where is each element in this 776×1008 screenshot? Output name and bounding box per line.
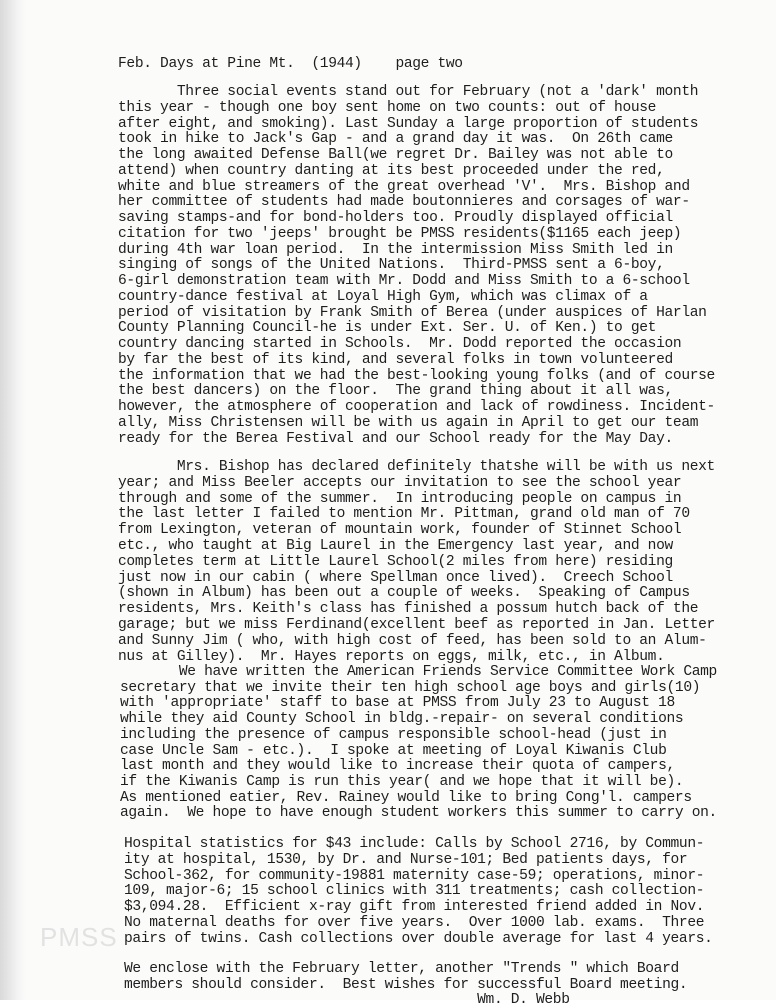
text-line: with 'appropriate' staff to base at PMSS from July 23 to August 18	[120, 695, 675, 711]
text-line: year; and Miss Beeler accepts our invitation to see the school year	[118, 475, 682, 491]
text-line: just now in our cabin ( where Spellman once lived). Creech School	[118, 570, 673, 586]
text-line: residents, Mrs. Keith's class has finished a possum hutch back of the	[118, 601, 699, 617]
text-line: ally, Miss Christensen will be with us again in April to get our team	[118, 415, 699, 431]
text-line: garage; but we miss Ferdinand(excellent beef as reported in Jan. Letter	[118, 617, 715, 633]
text-line: saving stamps-and for bond-holders too. Proudly displayed official	[118, 210, 673, 226]
text-line: from Lexington, veteran of mountain work, founder of Stinnet School	[118, 522, 682, 538]
text-line: the last letter I failed to mention Mr. Pittman, grand old man of 70	[118, 506, 690, 522]
text-line: ready for the Berea Festival and our School ready for the May Day.	[118, 431, 673, 447]
text-line: members should consider. Best wishes for successful Board meeting.	[124, 977, 688, 993]
text-line: and Sunny Jim ( who, with high cost of feed, has been sold to an Alum-	[118, 633, 707, 649]
text-line: including the presence of campus responsible school-head (just in	[120, 727, 667, 743]
text-line: the information that we had the best-looking young folks (and of course	[118, 368, 715, 384]
text-line: No maternal deaths for over five years. Over 1000 lab. exams. Three	[124, 915, 705, 931]
text-line: however, the atmosphere of cooperation and lack of rowdiness. Incident-	[118, 399, 715, 415]
text-line: singing of songs of the United Nations. Third-PMSS sent a 6-boy,	[118, 257, 665, 273]
text-line: citation for two 'jeeps' brought be PMSS residents($1165 each jeep)	[118, 226, 682, 242]
text-line: by far the best of its kind, and several folks in town volunteered	[118, 352, 673, 368]
text-line: if the Kiwanis Camp is run this year( and we hope that it will be).	[120, 774, 684, 790]
text-line: As mentioned eatier, Rev. Rainey would like to bring Cong'l. campers	[120, 790, 692, 806]
text-line: attend) when country danting at its best proceeded under the red,	[118, 163, 665, 179]
text-line: 109, major-6; 15 school clinics with 311 treatments; cash collection-	[124, 883, 705, 899]
text-line: again. We hope to have enough student workers this summer to carry on.	[120, 805, 717, 821]
text-line: took in hike to Jack's Gap - and a grand day it was. On 26th came	[118, 131, 673, 147]
text-line: School-362, for community-19881 maternity case-59; operations, minor-	[124, 868, 705, 884]
text-line: pairs of twins. Cash collections over double average for last 4 years.	[124, 931, 713, 947]
text-line: white and blue streamers of the great overhead 'V'. Mrs. Bishop and	[118, 179, 690, 195]
text-line: this year - though one boy sent home on two counts: out of house	[118, 100, 657, 116]
text-line: ity at hospital, 1530, by Dr. and Nurse-101; Bed patients days, for	[124, 852, 688, 868]
archive-watermark: PMSS	[40, 922, 118, 952]
page-header: Feb. Days at Pine Mt. (1944) page two	[118, 56, 463, 72]
text-line: We have written the American Friends Service Committee Work Camp	[120, 664, 717, 680]
text-line: case Uncle Sam - etc.). I spoke at meeting of Loyal Kiwanis Club	[120, 743, 667, 759]
text-line: country dancing started in Schools. Mr. Dodd reported the occasion	[118, 336, 682, 352]
text-line: period of visitation by Frank Smith of Berea (under auspices of Harlan	[118, 305, 707, 321]
text-line: (shown in Album) has been out a couple of weeks. Speaking of Campus	[118, 585, 690, 601]
text-line: 6-girl demonstration team with Mr. Dodd and Miss Smith to a 6-school	[118, 273, 690, 289]
text-line: during 4th war loan period. In the intermission Miss Smith led in	[118, 242, 673, 258]
text-line: Wm. D. Webb	[124, 992, 570, 1008]
text-line: We enclose with the February letter, another "Trends " which Board	[124, 961, 679, 977]
text-line: completes term at Little Laurel School(2 miles from here) residing	[118, 554, 673, 570]
text-line: $3,094.28. Efficient x-ray gift from interested friend added in Nov.	[124, 899, 705, 915]
text-line: County Planning Council-he is under Ext. Ser. U. of Ken.) to get	[118, 320, 657, 336]
text-line: her committee of students had made boutonnieres and corsages of war-	[118, 194, 690, 210]
text-line: Three social events stand out for February (not a 'dark' month	[118, 84, 699, 100]
text-line: nus at Gilley). Mr. Hayes reports on eggs, milk, etc., in Album.	[118, 649, 665, 665]
text-line: secretary that we invite their ten high school age boys and girls(10)	[120, 680, 701, 696]
text-line: etc., who taught at Big Laurel in the Emergency last year, and now	[118, 538, 673, 554]
text-line: last month and they would like to increase their quota of campers,	[120, 758, 675, 774]
text-line: while they aid County School in bldg.-repair- on several conditions	[120, 711, 684, 727]
text-line: Hospital statistics for $43 include: Calls by School 2716, by Commun-	[124, 836, 705, 852]
text-line: through and some of the summer. In introducing people on campus in	[118, 491, 682, 507]
text-line: country-dance festival at Loyal High Gym, which was climax of a	[118, 289, 648, 305]
text-line: Mrs. Bishop has declared definitely thatshe will be with us next	[118, 459, 715, 475]
text-line: the best dancers) on the floor. The grand thing about it all was,	[118, 383, 673, 399]
text-line: the long awaited Defense Ball(we regret Dr. Bailey was not able to	[118, 147, 673, 163]
text-line: after eight, and smoking). Last Sunday a large proportion of students	[118, 116, 699, 132]
